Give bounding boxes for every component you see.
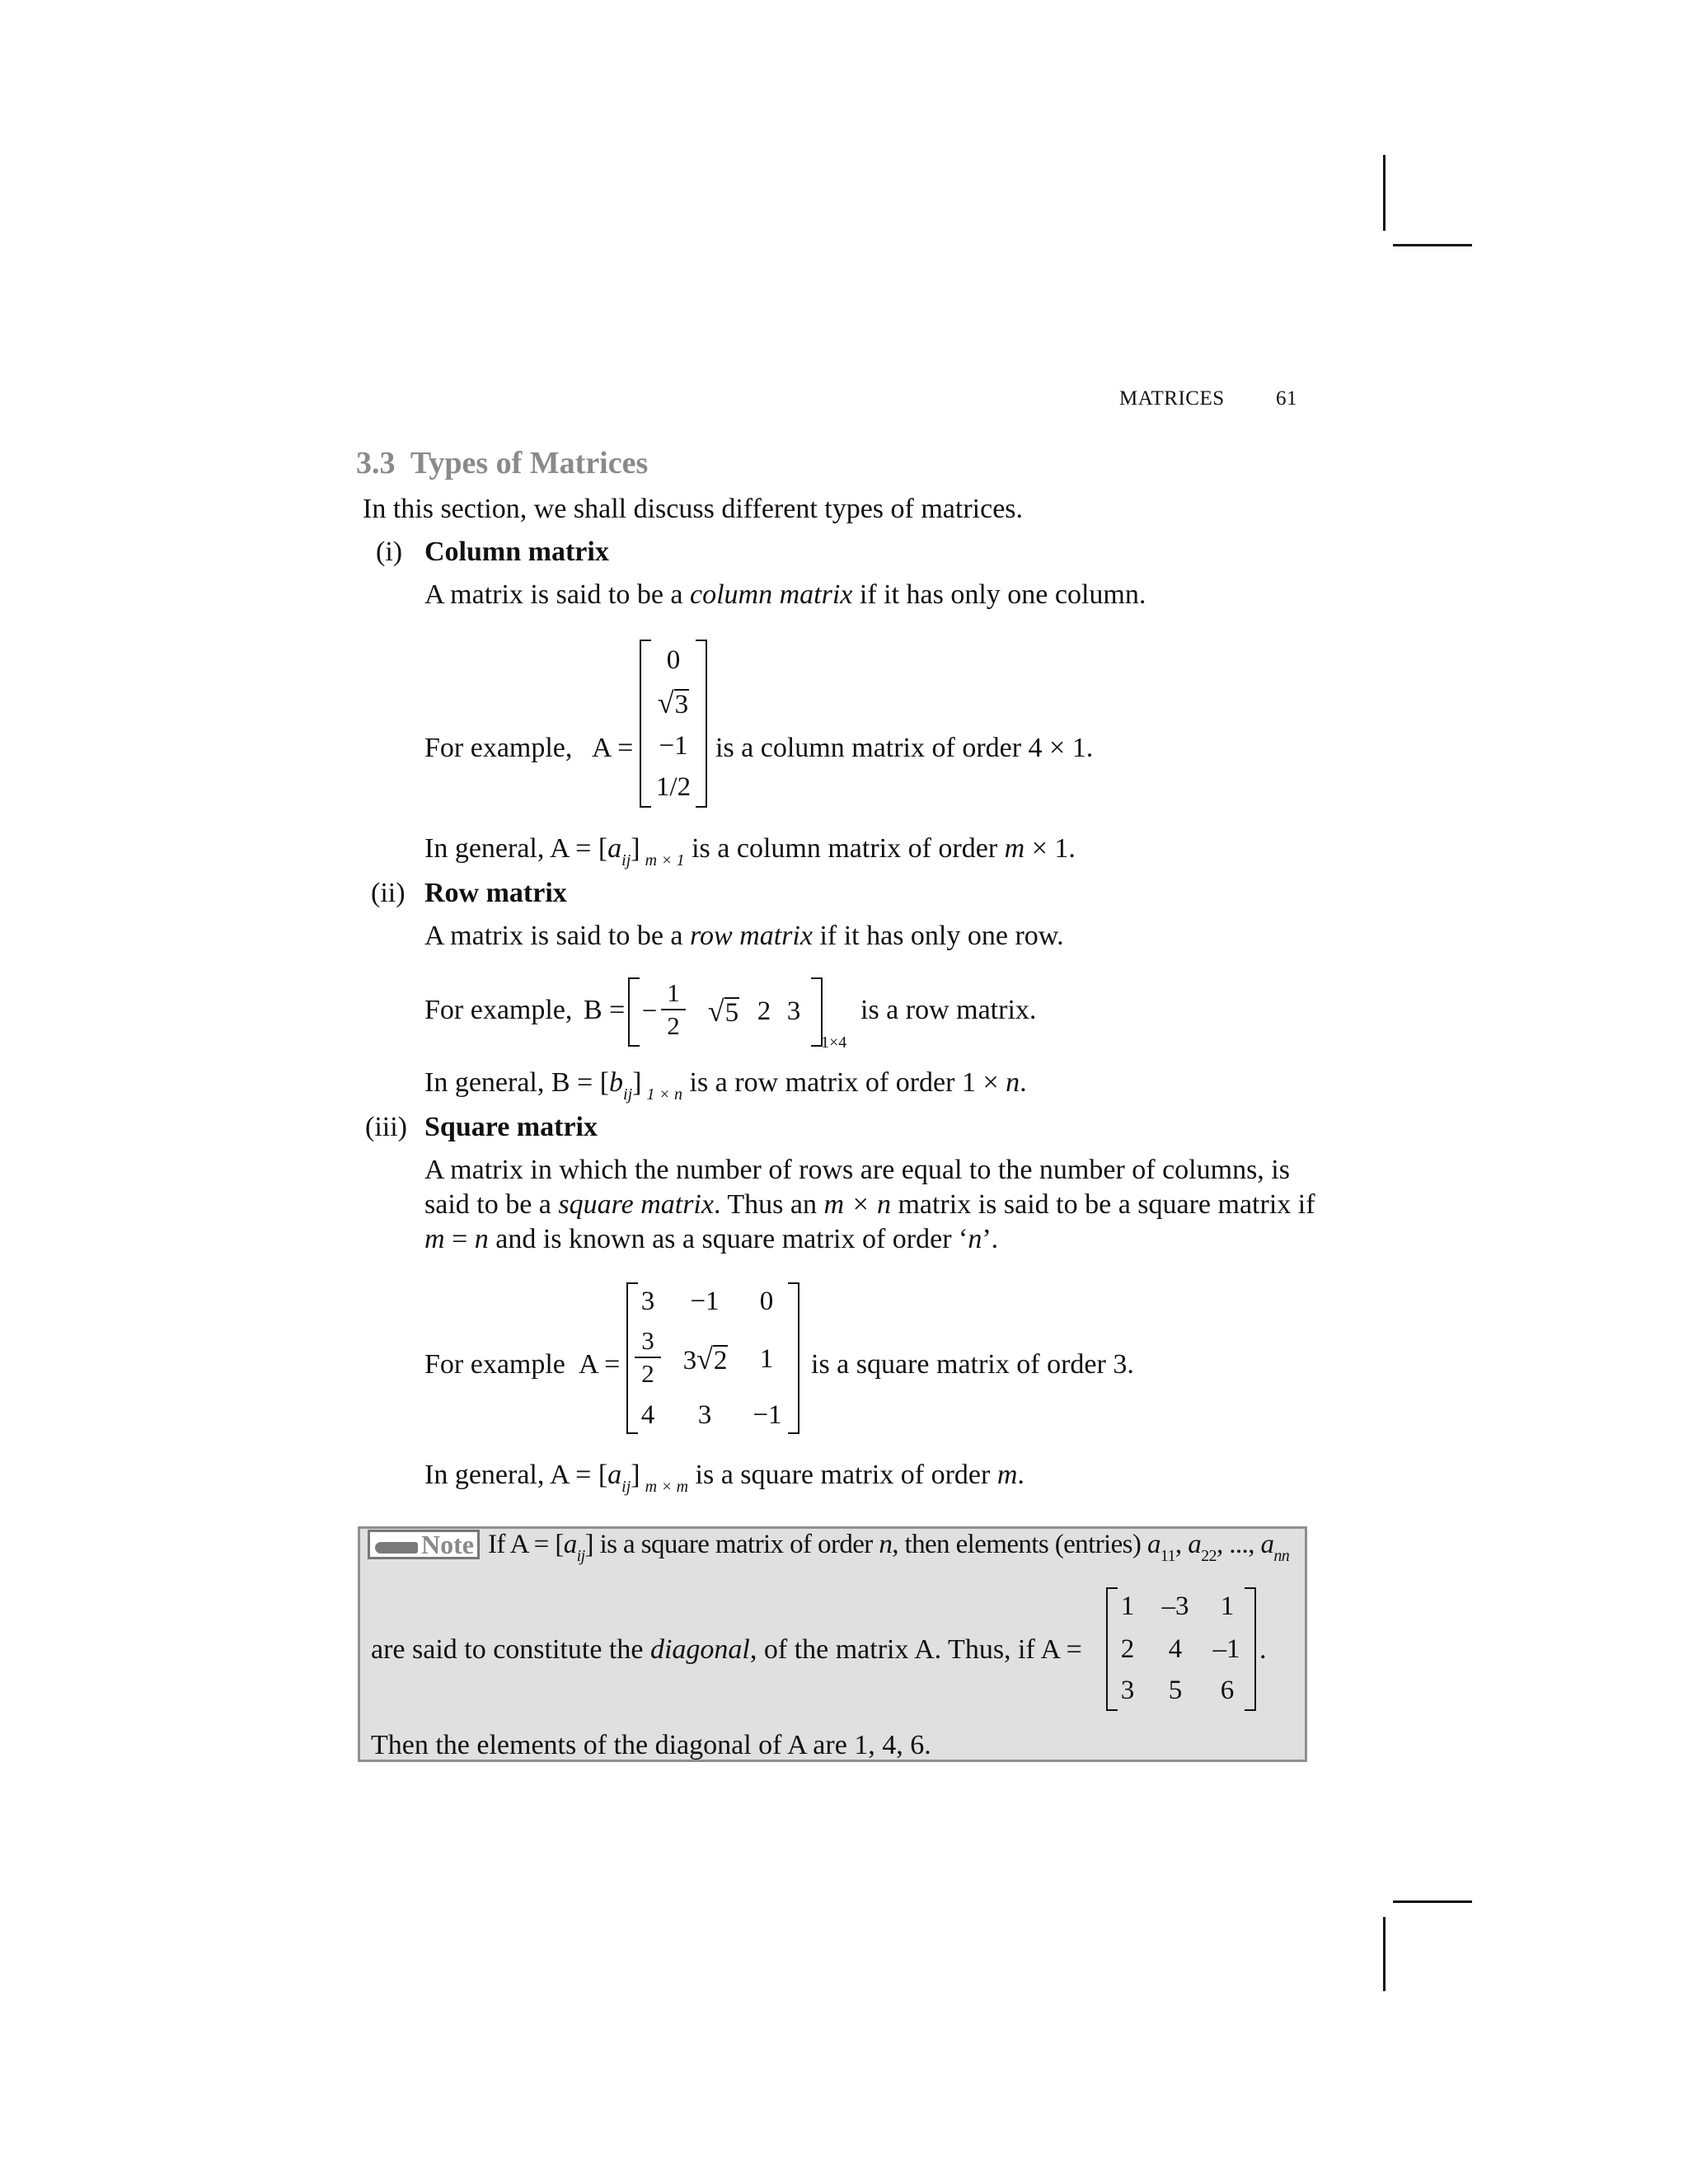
column-matrix-example [640, 640, 707, 808]
order-subscript: 1 × n [646, 1085, 682, 1104]
subscript: ij [576, 1547, 585, 1565]
definition-text: said to be a [424, 1189, 559, 1220]
variable: a [607, 833, 622, 864]
fraction-numerator: 3 [641, 1326, 654, 1355]
matrix-name: A = [579, 1349, 621, 1380]
note-matrix [1106, 1587, 1256, 1711]
matrix-entry: 1/2 [655, 772, 692, 802]
matrix-entry: 3 [697, 1400, 712, 1430]
page-number: 61 [1276, 387, 1297, 410]
order-subscript: m × 1 [645, 851, 685, 869]
matrix-entry: 3 [786, 996, 801, 1026]
matrix-entry: 2 [757, 996, 771, 1026]
note-text: are said to constitute the [371, 1634, 650, 1665]
variable: m × n [823, 1189, 891, 1220]
statement-text: In general, B = [ [424, 1067, 610, 1098]
variable: n [879, 1530, 893, 1559]
statement-text: is a square matrix of order [688, 1460, 997, 1490]
sqrt-radicand: 2 [713, 1346, 728, 1376]
definition-text: if it has only one column. [852, 579, 1146, 610]
variable: n [474, 1224, 489, 1254]
definition-term: column matrix [690, 579, 853, 610]
crop-mark-bottom-horizontal [1393, 1900, 1472, 1903]
column-general-statement [424, 832, 1076, 869]
matrix-name: A = [592, 733, 634, 763]
section-number: 3.3 [356, 446, 396, 480]
matrix-entry-fraction [661, 979, 686, 1040]
matrix-entry: −1 [659, 731, 688, 761]
note-label-text: Note [421, 1530, 474, 1559]
variable: n [968, 1224, 982, 1254]
fraction-numerator: 1 [667, 978, 680, 1007]
example-lead: For example, [424, 995, 573, 1025]
matrix-entry-sign: − [641, 996, 658, 1026]
row-matrix-heading: Row matrix [424, 878, 567, 908]
note-text: , then elements (entries) [892, 1530, 1147, 1559]
variable: m [424, 1224, 445, 1254]
matrix-name: B = [584, 995, 626, 1025]
matrix-entry-sqrt: √3 [657, 687, 689, 719]
fraction-denominator: 2 [641, 1359, 654, 1388]
row-matrix-example [628, 977, 823, 1047]
crop-mark-top-horizontal [1393, 244, 1472, 246]
matrix-entry: 4 [1168, 1634, 1183, 1664]
square-matrix-heading: Square matrix [424, 1112, 598, 1142]
note-text: , ..., [1216, 1530, 1261, 1559]
note-label [368, 1530, 480, 1559]
square-general-statement [424, 1459, 1025, 1496]
matrix-entry: 5 [1168, 1675, 1183, 1705]
crop-mark-top-vertical [1383, 155, 1386, 231]
matrix-entry: −1 [690, 1286, 720, 1316]
subscript: ij [621, 1478, 631, 1496]
matrix-entry: 4 [640, 1400, 655, 1430]
definition-text: A matrix is said to be a [424, 579, 691, 610]
pointing-hand-icon [375, 1542, 418, 1554]
variable: n [1006, 1067, 1020, 1098]
subscript: nn [1273, 1547, 1290, 1565]
matrix-entry: 1 [1220, 1591, 1235, 1621]
definition-text: = [444, 1224, 475, 1254]
note-line2 [371, 1633, 1082, 1666]
variable: a [607, 1460, 622, 1490]
matrix-entry: –1 [1212, 1634, 1240, 1664]
bracket: ] [631, 1460, 640, 1490]
variable: a [563, 1530, 577, 1559]
statement-text: is a row matrix of order 1 × [682, 1067, 1006, 1098]
variable: m [996, 1460, 1018, 1490]
sqrt-radicand: 3 [674, 690, 689, 719]
matrix-entry: 3 [640, 1286, 655, 1316]
example-tail: is a column matrix of order 4 × 1. [715, 733, 1094, 763]
crop-mark-bottom-vertical [1383, 1917, 1386, 1991]
example-lead: For example, [424, 733, 573, 763]
variable: m [1004, 833, 1025, 864]
matrix-entry-fraction [635, 1327, 661, 1388]
note-line3: Then the elements of the diagonal of A are 1, 4, 6. [371, 1730, 931, 1760]
definition-term: diagonal [649, 1634, 750, 1665]
note-period: . [1259, 1634, 1267, 1665]
matrix-entry: 1 [759, 1344, 774, 1374]
matrix-entry-sqrt: √5 [707, 995, 739, 1028]
variable: a [1188, 1530, 1202, 1559]
running-header [1119, 387, 1297, 410]
bracket: ] [631, 833, 640, 864]
row-general-statement [424, 1066, 1027, 1104]
section-title-text: Types of Matrices [410, 446, 649, 480]
statement-text: × 1. [1025, 833, 1076, 864]
note-text: , of the matrix A. Thus, if A = [749, 1634, 1082, 1665]
matrix-entry: 2 [1120, 1634, 1135, 1664]
note-text: ] is a square matrix of order [584, 1530, 879, 1559]
bracket: ] [632, 1067, 642, 1098]
definition-term: row matrix [690, 921, 813, 951]
definition-text: . Thus an [713, 1189, 824, 1220]
square-definition-line1: A matrix in which the number of rows are equal to the number of columns, is [424, 1155, 1290, 1185]
item-marker-iii: (iii) [365, 1112, 407, 1142]
note-line1: If $A = [a_{ij}]$ is a square matrix of order n, then elements (entries) $a_{11}$, $a_{22}$, ..., $a_{nn}$ [488, 1530, 1290, 1565]
subscript: ij [623, 1085, 633, 1104]
section-title [356, 445, 648, 481]
definition-text: if it has only one row. [812, 921, 1064, 951]
matrix-entry: 3 [1120, 1675, 1135, 1705]
note-text: If A = [ [488, 1530, 564, 1559]
row-matrix-definition [424, 920, 1064, 953]
definition-text: ’. [982, 1224, 999, 1254]
statement-text: . [1017, 1460, 1025, 1490]
order-subscript: m × m [645, 1478, 689, 1496]
statement-text: . [1020, 1067, 1027, 1098]
statement-text: In general, A = [ [424, 833, 608, 864]
square-matrix-example [626, 1282, 799, 1434]
row-matrix-order: 1×4 [821, 1033, 847, 1052]
coefficient: 3 [682, 1346, 697, 1376]
matrix-entry: 0 [666, 645, 681, 675]
matrix-entry-sqrt: 3√2 [682, 1343, 728, 1376]
subscript: 22 [1201, 1547, 1217, 1565]
matrix-entry: 6 [1220, 1675, 1235, 1705]
subscript: 11 [1160, 1547, 1175, 1565]
variable: a [1146, 1530, 1160, 1559]
fraction-denominator: 2 [667, 1011, 680, 1040]
example-tail: is a row matrix. [860, 995, 1037, 1025]
matrix-entry: –3 [1161, 1591, 1189, 1621]
variable: b [609, 1067, 624, 1098]
column-matrix-heading: Column matrix [424, 537, 609, 567]
statement-text: In general, A = [ [424, 1460, 608, 1490]
square-definition-line3 [424, 1223, 998, 1256]
item-marker-i: (i) [376, 537, 403, 567]
intro-paragraph: In this section, we shall discuss different types of matrices. [363, 494, 1024, 524]
matrix-entry: −1 [753, 1400, 782, 1430]
matrix-entry: 0 [759, 1286, 774, 1316]
running-title: MATRICES [1119, 387, 1225, 410]
definition-term: square matrix [558, 1189, 714, 1220]
square-definition-line2 [424, 1188, 1315, 1221]
sqrt-radicand: 5 [724, 998, 739, 1028]
example-lead: For example [424, 1349, 565, 1380]
column-matrix-definition [424, 579, 1146, 612]
definition-text: and is known as a square matrix of order ‘ [488, 1224, 968, 1254]
variable: a [1260, 1530, 1274, 1559]
subscript: ij [621, 851, 631, 869]
item-marker-ii: (ii) [371, 878, 406, 908]
example-tail: is a square matrix of order 3. [811, 1349, 1134, 1380]
statement-text: is a column matrix of order [684, 833, 1005, 864]
definition-text: A matrix is said to be a [424, 921, 691, 951]
matrix-entry: 1 [1120, 1591, 1135, 1621]
definition-text: matrix is said to be a square matrix if [890, 1189, 1315, 1220]
